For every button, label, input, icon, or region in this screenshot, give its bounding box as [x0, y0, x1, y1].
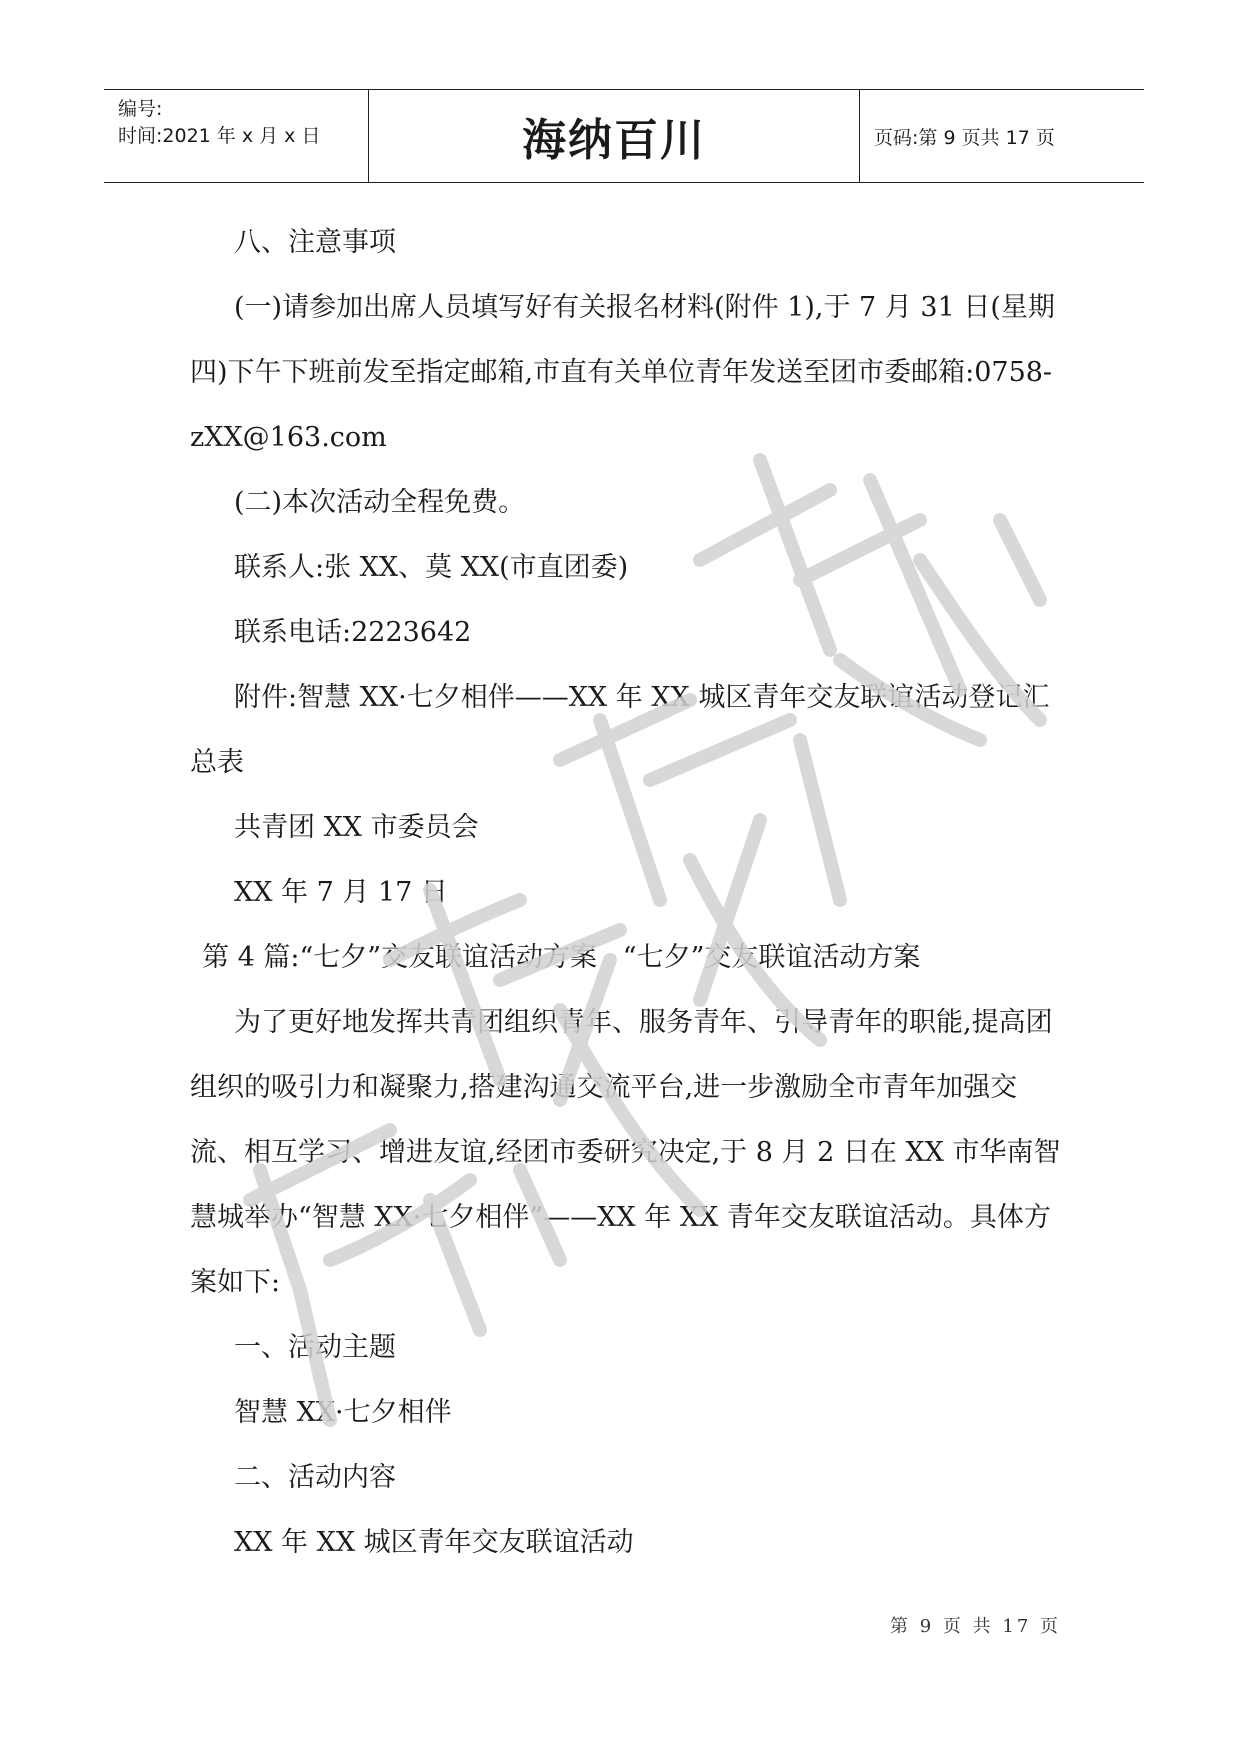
document-number-label: 编号:	[118, 98, 163, 120]
document-time-label: 时间:2021 年 x 月 x 日	[118, 125, 321, 147]
company-title: 海纳百川	[369, 90, 860, 182]
section-heading: 第 4 篇:“七夕”交友联谊活动方案 “七夕”交友联谊活动方案	[202, 942, 921, 973]
paragraph: 一、活动主题	[234, 1332, 396, 1363]
paragraph: 二、活动内容	[234, 1462, 396, 1493]
paragraph: 附件:智慧 XX·七夕相伴——XX 年 XX 城区青年交友联谊活动登记汇总表	[190, 682, 1050, 778]
page-footer: 第 9 页 共 17 页	[890, 1616, 1061, 1637]
paragraph: 共青团 XX 市委员会	[234, 812, 479, 843]
paragraph: 联系人:张 XX、莫 XX(市直团委)	[234, 552, 629, 583]
paragraph: 八、注意事项	[234, 227, 396, 258]
paragraph: (二)本次活动全程免费。	[234, 487, 526, 518]
header-page-label: 页码:第 9 页共 17 页	[874, 126, 1055, 149]
document-header	[104, 89, 1144, 183]
document-body	[190, 210, 1070, 1575]
paragraph: 智慧 XX·七夕相伴	[234, 1397, 452, 1428]
paragraph: 联系电话:2223642	[234, 617, 472, 648]
header-meta	[104, 90, 369, 182]
paragraph: (一)请参加出席人员填写好有关报名材料(附件 1),于 7 月 31 日(星期四)下午下班前发至指定邮箱,市直有关单位青年发送至团市委邮箱:0758-zXX@163.com	[190, 292, 1055, 453]
paragraph: XX 年 7 月 17 日	[234, 877, 448, 908]
paragraph: 为了更好地发挥共青团组织青年、服务青年、引导青年的职能,提高团组织的吸引力和凝聚力,搭建沟通交流平台,进一步激励全市青年加强交流、相互学习、增进友谊,经团市委研究决定,于 8 月 2 日在 XX 市华南智慧城举办“智慧 XX·七夕相伴”——XX 年 XX 青年交友联谊活动。具体方案如下:	[190, 1007, 1061, 1298]
paragraph: XX 年 XX 城区青年交友联谊活动	[234, 1527, 634, 1558]
